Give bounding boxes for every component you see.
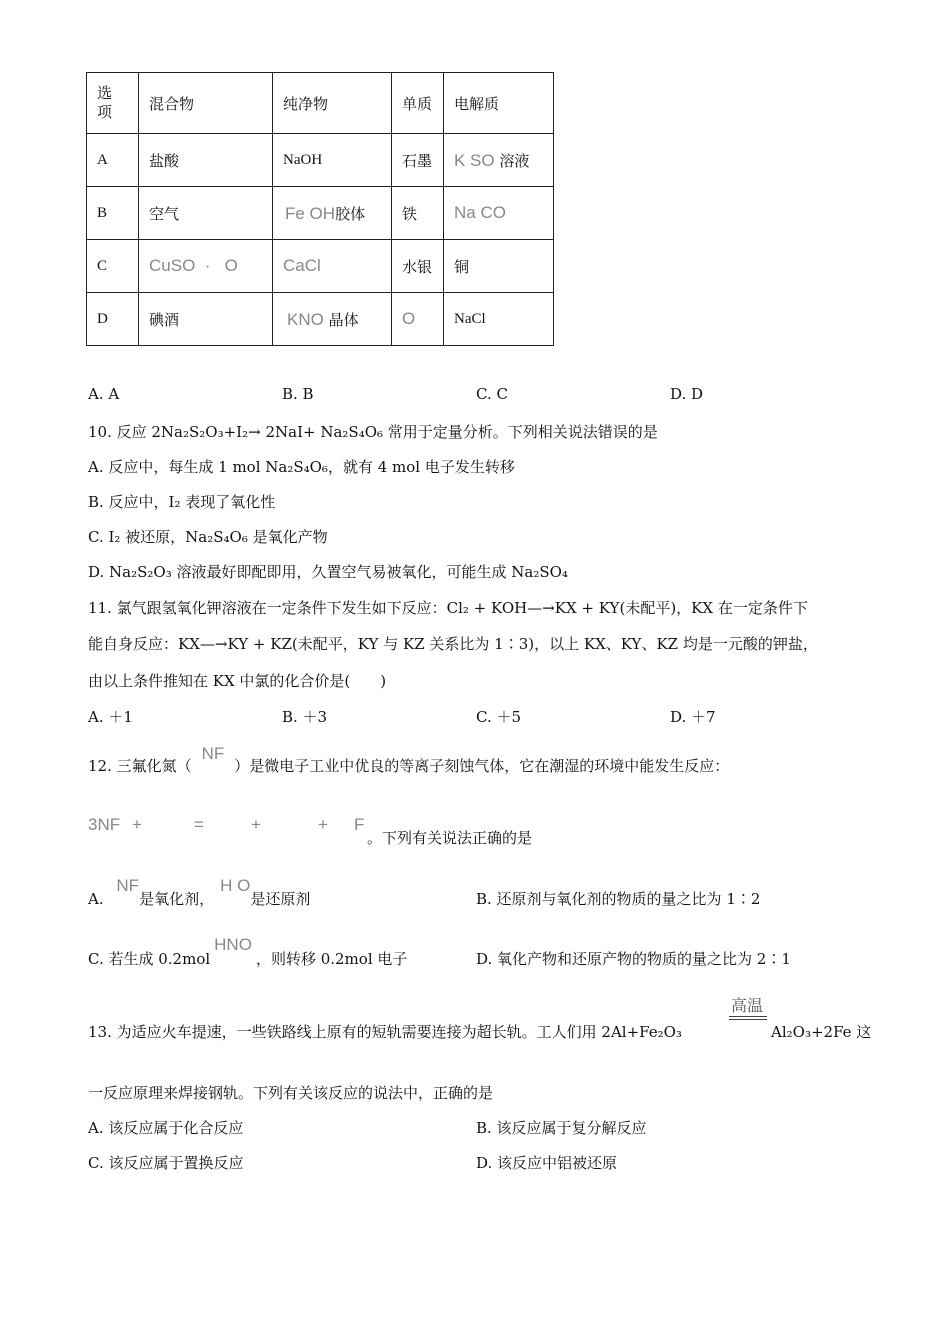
q13-condition-label: 高温 (731, 996, 764, 1015)
cell-element: 水银 (392, 240, 444, 293)
q11-option-b[interactable]: B. ＋3 (282, 708, 328, 726)
q10-option-b[interactable]: B. 反应中，I₂ 表现了氧化性 (88, 493, 276, 511)
q12-option-c[interactable]: C. 若生成 0.2molHNO，则转移 0.2mol 电子 (88, 935, 408, 968)
q10-stem: 10. 反应 2Na₂S₂O₃+I₂→ 2NaI+ Na₂S₄O₆ 常用于定量分析。下列相关说法错误的是 (88, 423, 658, 441)
q13-option-b[interactable]: B. 该反应属于复分解反应 (476, 1119, 647, 1137)
q9-option-c[interactable]: C. C (476, 385, 508, 403)
cell-element: O (392, 293, 444, 346)
cell-mixture: 碘酒 (139, 293, 273, 346)
table-row (87, 293, 554, 346)
header-electrolyte: 电解质 (444, 73, 554, 134)
cell-mixture: CuSO · O (139, 240, 273, 293)
cell-mixture: 盐酸 (139, 134, 273, 187)
table-row (87, 187, 554, 240)
q13-stem-line2: 一反应原理来焊接钢轨。下列有关该反应的说法中，正确的是 (88, 1084, 494, 1102)
header-element: 单质 (392, 73, 444, 134)
q13-stem-pre: 13. 为适应火车提速，一些铁路线上原有的短轨需要连接为超长轨。工人们用 2Al+Fe₂O₃ (88, 1023, 682, 1041)
q12-option-d[interactable]: D. 氧化产物和还原产物的物质的量之比为 2∶1 (476, 950, 791, 968)
cell-electrolyte: NaCl (444, 293, 554, 346)
cell-electrolyte: Na CO (444, 187, 554, 240)
cell-pure: CaCl (273, 240, 392, 293)
q13-option-a[interactable]: A. 该反应属于化合反应 (88, 1119, 244, 1137)
row-option: C (87, 240, 139, 293)
q9-option-a[interactable]: A. A (88, 385, 120, 403)
cell-pure: NaOH (273, 134, 392, 187)
header-option: 选 项 (87, 73, 139, 134)
q13-condition-rule-1 (729, 1016, 767, 1017)
cell-mixture: 空气 (139, 187, 273, 240)
q10-option-d[interactable]: D. Na₂S₂O₃ 溶液最好即配即用，久置空气易被氧化，可能生成 Na₂SO₄ (88, 563, 568, 581)
q10-option-a[interactable]: A. 反应中，每生成 1 mol Na₂S₄O₆，就有 4 mol 电子发生转移 (88, 458, 515, 476)
q13-option-c[interactable]: C. 该反应属于置换反应 (88, 1154, 244, 1172)
cell-element: 石墨 (392, 134, 444, 187)
classification-table (86, 72, 554, 346)
cell-electrolyte: K SO 溶液 (444, 134, 554, 187)
q11-option-a[interactable]: A. ＋1 (88, 708, 133, 726)
row-option: A (87, 134, 139, 187)
q13-stem-post: Al₂O₃+2Fe 这 (771, 1023, 872, 1041)
q13-condition-rule-2 (729, 1019, 767, 1020)
table-row (87, 134, 554, 187)
q9-option-b[interactable]: B. B (282, 385, 314, 403)
cell-pure: KNO 晶体 (273, 293, 392, 346)
q12-stem: 12. 三氟化氮（NF）是微电子工业中优良的等离子刻蚀气体，它在潮湿的环境中能发生反应： (88, 744, 730, 775)
header-mixture: 混合物 (139, 73, 273, 134)
cell-electrolyte: 铜 (444, 240, 554, 293)
q11-stem-line3: 由以上条件推知在 KX 中氯的化合价是( ) (88, 672, 387, 690)
header-pure: 纯净物 (273, 73, 392, 134)
q12-option-a[interactable]: A. NF是氧化剂，H O是还原剂 (88, 876, 311, 908)
q12-equation: 3NF + = + + F 。下列有关说法正确的是 (88, 815, 533, 847)
q11-option-c[interactable]: C. ＋5 (476, 708, 522, 726)
q11-option-d[interactable]: D. ＋7 (670, 708, 716, 726)
cell-pure: Fe OH胶体 (273, 187, 392, 240)
q9-option-d[interactable]: D. D (670, 385, 704, 403)
table-row (87, 240, 554, 293)
q10-option-c[interactable]: C. I₂ 被还原，Na₂S₄O₆ 是氧化产物 (88, 528, 328, 546)
q11-stem-line2: 能自身反应：KX—→KY + KZ(未配平，KY 与 KZ 关系比为 1∶3)，以上 KX、KY、KZ 均是一元酸的钾盐， (88, 635, 818, 653)
q13-option-d[interactable]: D. 该反应中铝被还原 (476, 1154, 618, 1172)
row-option: B (87, 187, 139, 240)
row-option: D (87, 293, 139, 346)
cell-element: 铁 (392, 187, 444, 240)
q11-stem-line1: 11. 氯气跟氢氧化钾溶液在一定条件下发生如下反应：Cl₂ + KOH—→KX + KY(未配平)，KX 在一定条件下 (88, 599, 808, 617)
table-header-row (87, 73, 554, 134)
q12-option-b[interactable]: B. 还原剂与氧化剂的物质的量之比为 1∶2 (476, 890, 761, 908)
